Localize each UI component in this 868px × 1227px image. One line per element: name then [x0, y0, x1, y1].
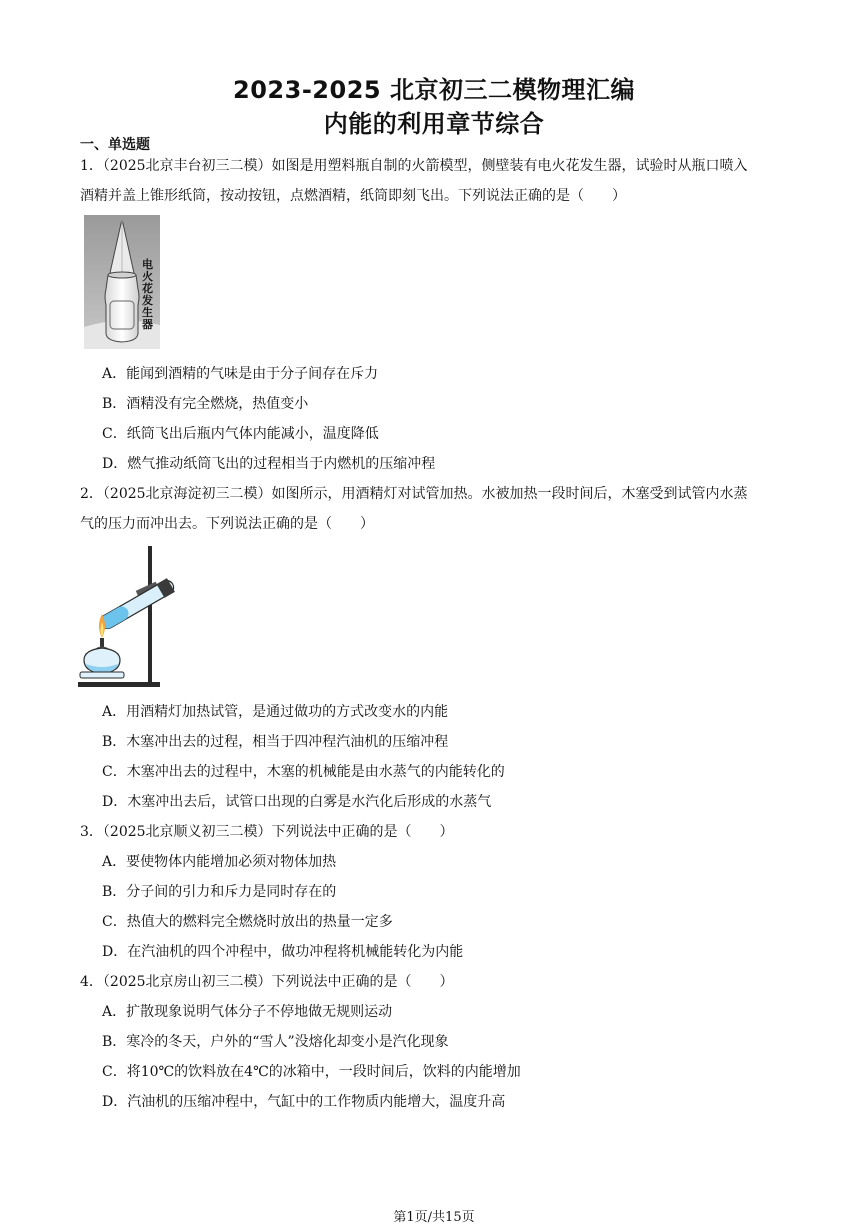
- figure-label: 电火花发生器: [142, 258, 153, 331]
- page-number: 第1页/共15页: [393, 1210, 475, 1225]
- page-title: 2023-2025 北京初三二模物理汇编: [233, 76, 635, 104]
- test-tube-heating-illustration: [78, 542, 182, 690]
- question-2-line-2: 气的压力而冲出去。下列说法正确的是（ ）: [80, 516, 374, 532]
- question-4-line-1: 4．（2025北京房山初三二模）下列说法中正确的是（ ）: [80, 974, 454, 990]
- question-1-option-d[interactable]: D．燃气推动纸筒飞出的过程相当于内燃机的压缩冲程: [102, 456, 436, 472]
- question-2-option-b[interactable]: B．木塞冲出去的过程，相当于四冲程汽油机的压缩冲程: [102, 734, 449, 750]
- question-2-option-a[interactable]: A．用酒精灯加热试管，是通过做功的方式改变水的内能: [102, 704, 449, 720]
- question-2-option-d[interactable]: D．木塞冲出去后，试管口出现的白雾是水汽化后形成的水蒸气: [102, 794, 492, 810]
- question-2-option-c[interactable]: C．木塞冲出去的过程中，木塞的机械能是由水蒸气的内能转化的: [102, 764, 505, 780]
- question-4-option-a[interactable]: A．扩散现象说明气体分子不停地做无规则运动: [102, 1004, 393, 1020]
- question-3-option-b[interactable]: B．分子间的引力和斥力是同时存在的: [102, 884, 337, 900]
- question-4-option-c[interactable]: C．将10℃的饮料放在4℃的冰箱中，一段时间后，饮料的内能增加: [102, 1064, 521, 1080]
- question-1-option-c[interactable]: C．纸筒飞出后瓶内气体内能减小，温度降低: [102, 426, 379, 442]
- question-4-option-d[interactable]: D．汽油机的压缩冲程中，气缸中的工作物质内能增大，温度升高: [102, 1094, 506, 1110]
- question-2-line-1: 2．（2025北京海淀初三二模）如图所示，用酒精灯对试管加热。水被加热一段时间后，木塞受到试管内水蒸: [80, 486, 748, 502]
- question-4-option-b[interactable]: B．寒冷的冬天，户外的“雪人”没熔化却变小是汽化现象: [102, 1034, 449, 1050]
- question-3-option-d[interactable]: D．在汽油机的四个冲程中，做功冲程将机械能转化为内能: [102, 944, 464, 960]
- question-1-option-b[interactable]: B．酒精没有完全燃烧，热值变小: [102, 396, 309, 412]
- section-title: 一、单选题: [80, 137, 150, 153]
- rocket-bottle-figure: [84, 215, 160, 349]
- test-tube-heating-figure: [78, 542, 182, 690]
- question-3-line-1: 3．（2025北京顺义初三二模）下列说法中正确的是（ ）: [80, 824, 454, 840]
- question-1-option-a[interactable]: A．能闻到酒精的气味是由于分子间存在斥力: [102, 366, 379, 382]
- question-3-option-a[interactable]: A．要使物体内能增加必须对物体加热: [102, 854, 337, 870]
- question-1-line-2: 酒精并盖上锥形纸筒，按动按钮，点燃酒精，纸筒即刻飞出。下列说法正确的是（ ）: [80, 188, 626, 204]
- question-3-option-c[interactable]: C．热值大的燃料完全燃烧时放出的热量一定多: [102, 914, 393, 930]
- question-1-line-1: 1．（2025北京丰台初三二模）如图是用塑料瓶自制的火箭模型，侧壁装有电火花发生器，试验时从瓶口喷入: [80, 158, 748, 174]
- page-subtitle: 内能的利用章节综合: [323, 110, 545, 138]
